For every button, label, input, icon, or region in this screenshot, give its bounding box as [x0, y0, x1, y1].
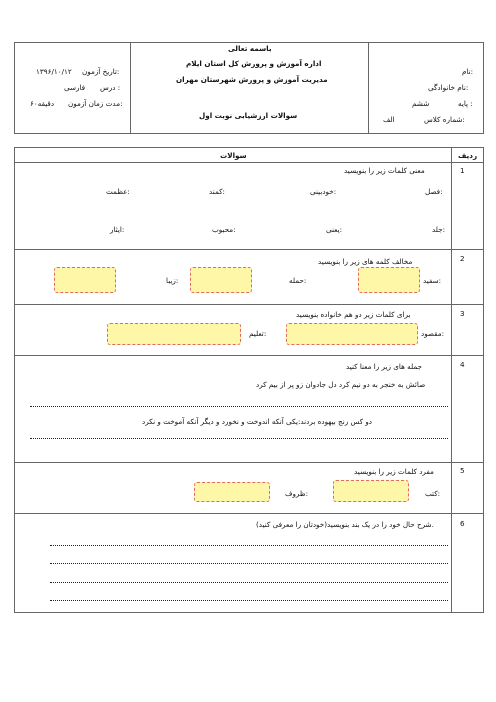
org-line2: مدیریت آموزش و پرورش شهرستان مهران — [176, 75, 328, 84]
subject-label: درس : — [100, 83, 121, 92]
q1-word: عظمت: — [106, 187, 130, 196]
q3-word: مقصود: — [421, 329, 445, 338]
q1-word: محبوب: — [212, 225, 236, 234]
col-questions-header: سوالات — [220, 151, 247, 160]
duration-value: ۶۰دقیقه — [30, 99, 55, 108]
exam-title: سوالات ارزشیابی نوبت اول — [199, 111, 298, 120]
grade-value: ششم — [412, 99, 430, 108]
q2-word: سفید: — [423, 276, 442, 285]
grade-label: پایه : — [458, 99, 473, 108]
q3-word: تعلیم: — [249, 329, 267, 338]
table-header-line — [14, 162, 484, 163]
duration-label: مدت زمان آزمون: — [68, 99, 123, 108]
name-label: نام: — [462, 67, 474, 76]
q2-prompt: مخالف کلمه های زیر را بنویسید — [318, 257, 413, 266]
q6-answer-line-4[interactable] — [50, 600, 448, 601]
date-value: ۱۳۹۶/۱۰/۱۲ — [36, 67, 72, 76]
q3-answer-box-2[interactable] — [107, 323, 241, 345]
row-column-divider — [451, 147, 452, 613]
q1-word: ایثار: — [110, 225, 125, 234]
class-label: شماره کلاس: — [424, 115, 465, 124]
q5-answer-box-1[interactable] — [333, 480, 409, 502]
q2-number: 2 — [460, 254, 465, 263]
q6-prompt: شرح حال خود را در یک بند بنویسید(خودتان را معرفی کنید). — [256, 520, 434, 529]
q2-word: حمله: — [289, 276, 307, 285]
q5-prompt: مفرد کلمات زیر را بنویسید — [354, 467, 434, 476]
q2-answer-box-2[interactable] — [190, 267, 252, 293]
q4-answer-line-1[interactable] — [30, 406, 448, 407]
q5-word: ظروف: — [285, 489, 309, 498]
row-separator — [14, 355, 484, 356]
q1-word: جلد: — [432, 225, 446, 234]
q6-answer-line-3[interactable] — [50, 582, 448, 583]
row-separator — [14, 249, 484, 250]
q1-word: فصل: — [425, 187, 443, 196]
header-divider-right — [368, 42, 369, 134]
q4-line2: دو کس رنج بیهوده بردند:یکی آنکه اندوخت و نخورد و دیگر آنکه آموخت و نکرد — [142, 417, 372, 426]
q5-word: کتب: — [425, 489, 441, 498]
q3-prompt: برای کلمات زیر دو هم خانواده بنویسید — [296, 310, 411, 319]
q2-answer-box-3[interactable] — [54, 267, 116, 293]
q3-answer-box-1[interactable] — [286, 323, 418, 345]
q4-prompt: جمله های زیر را معنا کنید — [346, 362, 422, 371]
class-value: الف — [383, 115, 395, 124]
row-separator — [14, 462, 484, 463]
q4-number: 4 — [460, 360, 465, 369]
q1-word: خودبینی: — [310, 187, 337, 196]
q4-line1: صائش به خنجر به دو نیم کرد دل جادوان زو پر از بیم کرد — [256, 380, 426, 389]
q1-number: 1 — [460, 166, 465, 175]
q2-answer-box-1[interactable] — [358, 267, 420, 293]
q6-answer-line-2[interactable] — [50, 563, 448, 564]
family-label: نام خانوادگی: — [428, 83, 469, 92]
subject-value: فارسی — [64, 83, 86, 92]
row-separator — [14, 304, 484, 305]
q5-number: 5 — [460, 466, 465, 475]
col-row-header: ردیف — [458, 151, 478, 160]
q1-word: کمند: — [209, 187, 225, 196]
date-label: تاریخ آزمون: — [82, 67, 120, 76]
q1-prompt: معنی کلمات زیر را بنویسید — [344, 166, 425, 175]
q2-word: زیبا: — [166, 276, 179, 285]
q6-number: 6 — [460, 519, 465, 528]
q5-answer-box-2[interactable] — [194, 482, 270, 502]
bismillah: باسمه تعالی — [228, 44, 272, 53]
row-separator — [14, 513, 484, 514]
q1-word: یعنی: — [326, 225, 343, 234]
org-line1: اداره آموزش و پرورش کل استان ایلام — [186, 59, 322, 68]
q6-answer-line-1[interactable] — [50, 545, 448, 546]
q4-answer-line-2[interactable] — [30, 438, 448, 439]
header-divider-left — [130, 42, 131, 134]
q3-number: 3 — [460, 309, 465, 318]
